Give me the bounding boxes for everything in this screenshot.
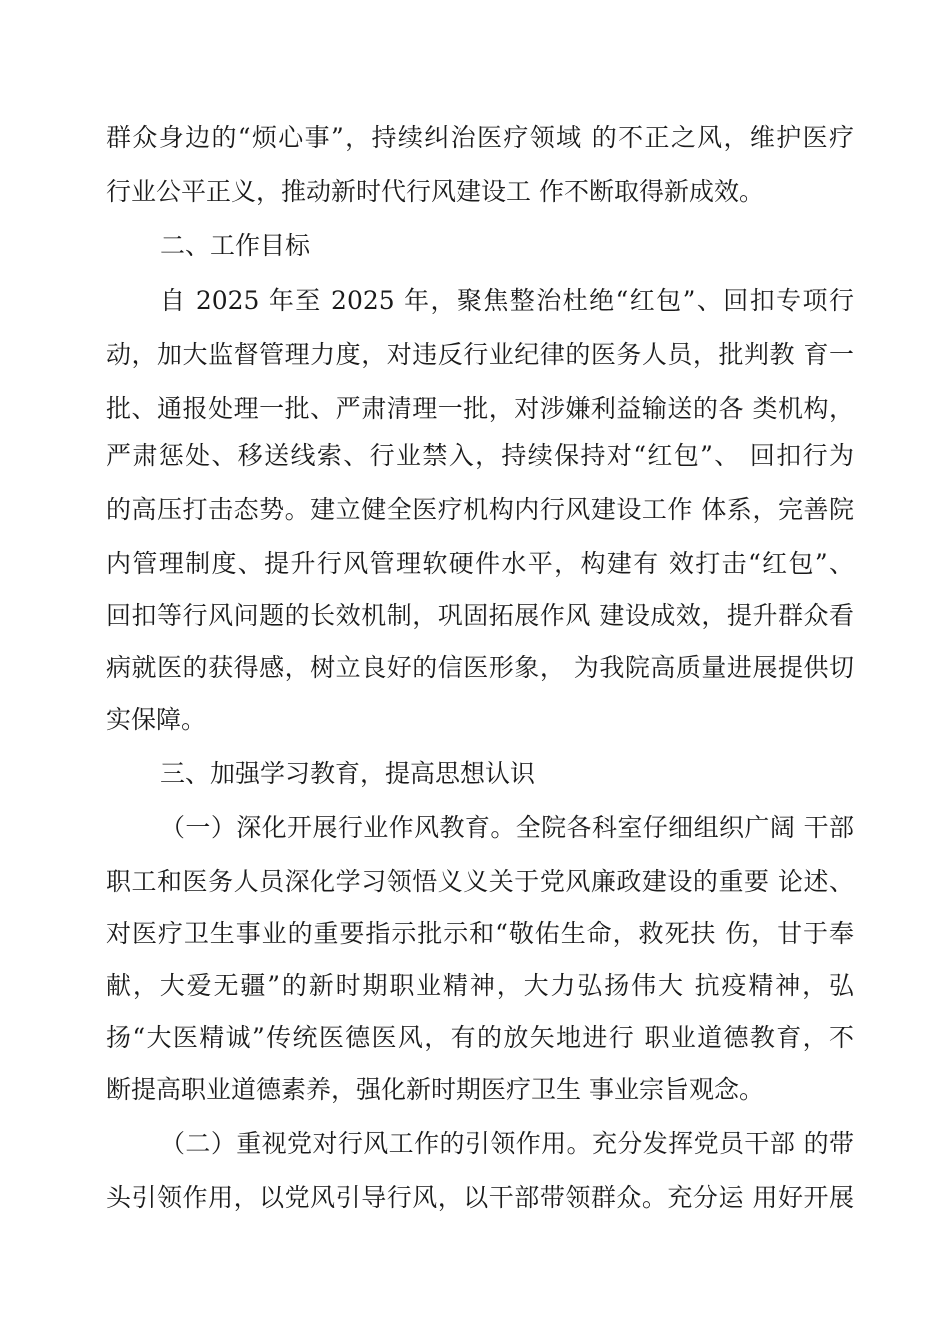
text-line: 职工和医务人员深化学习领悟义义关于党风廉政建设的重要 论述、 [106,867,854,896]
text-line: 严肃惩处、移送线索、行业禁入，持续保持对“红包”、 回扣行为 [106,441,854,470]
text-line: 批、通报处理一批、严肃清理一批，对涉嫌利益输送的各 类机构， [106,394,854,423]
text-line: 行业公平正义，推动新时代行风建设工 作不断取得新成效。 [106,177,764,206]
text-line: 实保障。 [106,705,207,734]
text-line: 群众身边的“烦心事”，持续纠治医疗领域 的不正之风，维护医疗 [106,123,854,152]
text-line: 断提高职业道德素养，强化新时期医疗卫生 事业宗旨观念。 [106,1075,764,1104]
text-line: 内管理制度、提升行风管理软硬件水平，构建有 效打击“红包”、 [106,549,854,578]
text-line: 回扣等行风问题的长效机制，巩固拓展作风 建设成效，提升群众看 [106,601,854,630]
text-line: （二）重视党对行风工作的引领作用。充分发挥党员干部 的带 [160,1129,854,1158]
text-line: 献，大爱无疆”的新时期职业精神，大力弘扬伟大 抗疫精神，弘 [106,971,854,1000]
text-line: 病就医的获得感，树立良好的信医形象， 为我院高质量进展提供切 [106,653,854,682]
text-line: 动，加大监督管理力度，对违反行业纪律的医务人员，批判教 育一 [106,340,854,369]
text-line: （一）深化开展行业作风教育。全院各科室仔细组织广阔 干部 [160,813,854,842]
text-line: 的高压打击态势。建立健全医疗机构内行风建设工作 体系，完善院 [106,495,854,524]
text-line: 头引领作用，以党风引导行风，以干部带领群众。充分运 用好开展 [106,1183,854,1212]
section-heading: 三、加强学习教育，提高思想认识 [160,759,536,788]
text-line: 扬“大医精诚”传统医德医风，有的放矢地进行 职业道德教育，不 [106,1023,854,1052]
section-heading: 二、工作目标 [160,231,311,260]
text-line: 对医疗卫生事业的重要指示批示和“敬佑生命，救死扶 伤，甘于奉 [106,919,854,948]
text-line: 自 2025 年至 2025 年，聚焦整治杜绝“红包”、回扣专项行 [160,286,854,315]
